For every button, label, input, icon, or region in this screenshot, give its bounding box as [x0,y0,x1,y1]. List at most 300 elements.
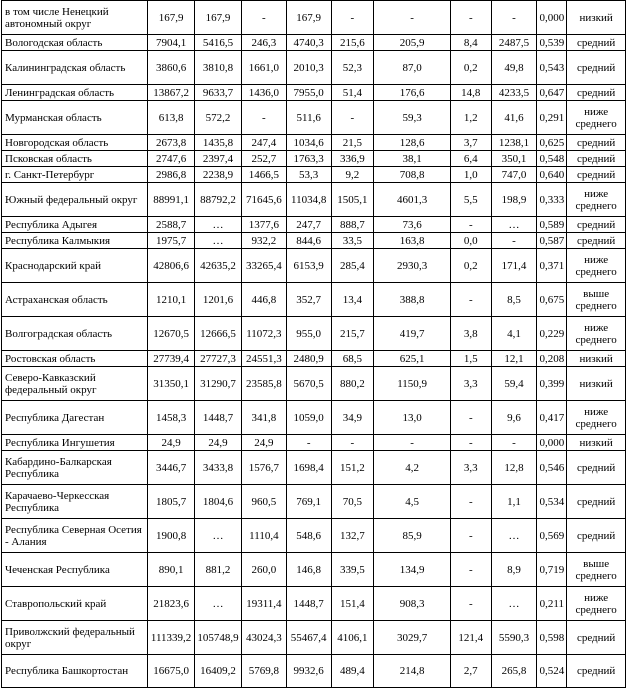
value-col-7: 0,0 [451,233,492,249]
value-col-3: 11072,3 [241,317,286,351]
level-label: средний [567,51,626,85]
value-col-5: - [331,101,374,135]
index-value: 0,589 [537,217,567,233]
value-col-5: 215,6 [331,35,374,51]
table-row [2,655,626,688]
value-col-1: 2986,8 [148,167,195,183]
value-col-4: 247,7 [286,217,331,233]
value-col-1: 1458,3 [148,401,195,435]
level-label: ниже среднего [567,587,626,621]
value-col-3: 1436,0 [241,85,286,101]
value-col-6: 85,9 [374,519,451,553]
index-value: 0,543 [537,51,567,85]
value-col-8: 41,6 [491,101,537,135]
value-col-4: 11034,8 [286,183,331,217]
value-col-8: 171,4 [491,249,537,283]
value-col-1: 31350,1 [148,367,195,401]
value-col-8: 8,9 [491,553,537,587]
value-col-1: 1805,7 [148,485,195,519]
value-col-6: 128,6 [374,135,451,151]
value-col-8: 1238,1 [491,135,537,151]
value-col-7: - [451,217,492,233]
value-col-3: 1661,0 [241,51,286,85]
value-col-5: 9,2 [331,167,374,183]
value-col-1: 13867,2 [148,85,195,101]
value-col-6: 708,8 [374,167,451,183]
value-col-4: 352,7 [286,283,331,317]
value-col-6: 4,2 [374,451,451,485]
value-col-1: 42806,6 [148,249,195,283]
value-col-2: 16409,2 [195,655,242,688]
value-col-2: … [195,217,242,233]
value-col-8: 49,8 [491,51,537,85]
region-name: Карачаево-Черкесская Республика [2,485,148,519]
region-name: Республика Калмыкия [2,233,148,249]
value-col-5: 336,9 [331,151,374,167]
value-col-4: 548,6 [286,519,331,553]
value-col-4: 1059,0 [286,401,331,435]
index-value: 0,000 [537,1,567,35]
value-col-7: - [451,401,492,435]
value-col-6: 73,6 [374,217,451,233]
value-col-5: 888,7 [331,217,374,233]
level-label: средний [567,85,626,101]
value-col-4: 511,6 [286,101,331,135]
value-col-6: 1150,9 [374,367,451,401]
value-col-4: 7955,0 [286,85,331,101]
value-col-8: 4233,5 [491,85,537,101]
value-col-1: 21823,6 [148,587,195,621]
region-name: Республика Дагестан [2,401,148,435]
index-value: 0,417 [537,401,567,435]
value-col-1: 27739,4 [148,351,195,367]
value-col-6: 388,8 [374,283,451,317]
value-col-7: 0,2 [451,249,492,283]
index-value: 0,598 [537,621,567,655]
region-name: Приволжский федеральный округ [2,621,148,655]
value-col-3: 960,5 [241,485,286,519]
value-col-5: 151,2 [331,451,374,485]
region-name: Мурманская область [2,101,148,135]
table-row [2,283,626,317]
value-col-3: 1110,4 [241,519,286,553]
table-row [2,587,626,621]
value-col-5: 1505,1 [331,183,374,217]
value-col-8: 12,8 [491,451,537,485]
value-col-2: 12666,5 [195,317,242,351]
value-col-5: - [331,1,374,35]
table-row [2,435,626,451]
table-body [2,1,626,688]
value-col-6: 908,3 [374,587,451,621]
table-row [2,317,626,351]
value-col-1: 88991,1 [148,183,195,217]
value-col-3: 932,2 [241,233,286,249]
value-col-6: 87,0 [374,51,451,85]
value-col-2: 1804,6 [195,485,242,519]
value-col-5: 51,4 [331,85,374,101]
region-name: Калининградская область [2,51,148,85]
value-col-1: 1900,8 [148,519,195,553]
value-col-7: - [451,587,492,621]
value-col-6: 205,9 [374,35,451,51]
region-name: Краснодарский край [2,249,148,283]
value-col-2: 1201,6 [195,283,242,317]
value-col-5: 880,2 [331,367,374,401]
value-col-7: 121,4 [451,621,492,655]
level-label: ниже среднего [567,401,626,435]
region-name: Астраханская область [2,283,148,317]
table-row [2,1,626,35]
value-col-7: 6,4 [451,151,492,167]
value-col-7: 1,0 [451,167,492,183]
level-label: средний [567,451,626,485]
value-col-3: 446,8 [241,283,286,317]
value-col-4: 1763,3 [286,151,331,167]
value-col-4: 6153,9 [286,249,331,283]
value-col-7: 2,7 [451,655,492,688]
region-name: Волгоградская область [2,317,148,351]
value-col-2: 42635,2 [195,249,242,283]
index-value: 0,640 [537,167,567,183]
index-value: 0,675 [537,283,567,317]
value-col-6: 214,8 [374,655,451,688]
index-value: 0,399 [537,367,567,401]
value-col-6: 419,7 [374,317,451,351]
value-col-8: … [491,519,537,553]
value-col-3: 5769,8 [241,655,286,688]
table-row [2,367,626,401]
level-label: ниже среднего [567,249,626,283]
value-col-7: 5,5 [451,183,492,217]
value-col-5: 4106,1 [331,621,374,655]
region-name: Псковская область [2,151,148,167]
value-col-4: 844,6 [286,233,331,249]
value-col-8: - [491,1,537,35]
value-col-1: 3860,6 [148,51,195,85]
value-col-4: 1448,7 [286,587,331,621]
value-col-3: 252,7 [241,151,286,167]
value-col-4: 1698,4 [286,451,331,485]
value-col-2: … [195,233,242,249]
value-col-4: 5670,5 [286,367,331,401]
value-col-2: 881,2 [195,553,242,587]
value-col-5: 285,4 [331,249,374,283]
value-col-7: 1,5 [451,351,492,367]
level-label: низкий [567,1,626,35]
level-label: выше среднего [567,283,626,317]
index-value: 0,587 [537,233,567,249]
level-label: средний [567,35,626,51]
level-label: низкий [567,351,626,367]
value-col-2: 2397,4 [195,151,242,167]
value-col-7: - [451,435,492,451]
value-col-6: 176,6 [374,85,451,101]
index-value: 0,211 [537,587,567,621]
region-name: в том числе Ненецкий автономный округ [2,1,148,35]
value-col-2: 167,9 [195,1,242,35]
value-col-2: 1448,7 [195,401,242,435]
value-col-5: 132,7 [331,519,374,553]
value-col-4: 2480,9 [286,351,331,367]
value-col-5: 13,4 [331,283,374,317]
value-col-8: 12,1 [491,351,537,367]
index-value: 0,548 [537,151,567,167]
region-name: Северо-Кавказский федеральный округ [2,367,148,401]
region-name: Республика Адыгея [2,217,148,233]
value-col-3: 24,9 [241,435,286,451]
value-col-4: 146,8 [286,553,331,587]
table-row [2,135,626,151]
regional-data-table [1,0,626,688]
table-row [2,101,626,135]
value-col-3: 1576,7 [241,451,286,485]
value-col-6: 3029,7 [374,621,451,655]
level-label: средний [567,655,626,688]
value-col-1: 1210,1 [148,283,195,317]
level-label: выше среднего [567,553,626,587]
value-col-2: 3810,8 [195,51,242,85]
table-row [2,401,626,435]
value-col-6: 59,3 [374,101,451,135]
table-row [2,51,626,85]
value-col-4: 53,3 [286,167,331,183]
value-col-7: 0,2 [451,51,492,85]
region-name: Республика Северная Осетия - Алания [2,519,148,553]
region-name: Вологодская область [2,35,148,51]
value-col-4: 769,1 [286,485,331,519]
value-col-8: 198,9 [491,183,537,217]
index-value: 0,539 [537,35,567,51]
value-col-6: - [374,1,451,35]
value-col-6: 4601,3 [374,183,451,217]
table-row [2,451,626,485]
value-col-2: 5416,5 [195,35,242,51]
region-name: Республика Башкортостан [2,655,148,688]
value-col-7: 14,8 [451,85,492,101]
value-col-6: - [374,435,451,451]
value-col-8: 4,1 [491,317,537,351]
table-row [2,167,626,183]
region-name: Кабардино-Балкарская Республика [2,451,148,485]
value-col-6: 625,1 [374,351,451,367]
value-col-3: - [241,101,286,135]
region-name: Ростовская область [2,351,148,367]
index-value: 0,229 [537,317,567,351]
value-col-3: 341,8 [241,401,286,435]
value-col-6: 2930,3 [374,249,451,283]
level-label: средний [567,135,626,151]
value-col-5: 68,5 [331,351,374,367]
value-col-1: 167,9 [148,1,195,35]
value-col-4: 4740,3 [286,35,331,51]
index-value: 0,534 [537,485,567,519]
value-col-4: 1034,6 [286,135,331,151]
value-col-2: 1435,8 [195,135,242,151]
value-col-3: 23585,8 [241,367,286,401]
value-col-1: 2673,8 [148,135,195,151]
index-value: 0,647 [537,85,567,101]
region-name: г. Санкт-Петербург [2,167,148,183]
level-label: низкий [567,367,626,401]
value-col-3: 1377,6 [241,217,286,233]
value-col-4: 55467,4 [286,621,331,655]
level-label: ниже среднего [567,183,626,217]
value-col-1: 1975,7 [148,233,195,249]
value-col-8: … [491,217,537,233]
table-row [2,485,626,519]
region-name: Республика Ингушетия [2,435,148,451]
value-col-5: 34,9 [331,401,374,435]
index-value: 0,371 [537,249,567,283]
value-col-8: 8,5 [491,283,537,317]
value-col-2: 24,9 [195,435,242,451]
value-col-2: … [195,519,242,553]
value-col-2: 572,2 [195,101,242,135]
level-label: средний [567,151,626,167]
value-col-8: 265,8 [491,655,537,688]
value-col-7: - [451,1,492,35]
value-col-7: - [451,485,492,519]
value-col-1: 2747,6 [148,151,195,167]
value-col-4: 9932,6 [286,655,331,688]
value-col-1: 24,9 [148,435,195,451]
table-row [2,553,626,587]
value-col-7: 3,7 [451,135,492,151]
value-col-1: 3446,7 [148,451,195,485]
index-value: 0,524 [537,655,567,688]
table-row [2,35,626,51]
value-col-4: - [286,435,331,451]
value-col-8: 59,4 [491,367,537,401]
value-col-1: 7904,1 [148,35,195,51]
value-col-6: 38,1 [374,151,451,167]
table-row [2,217,626,233]
value-col-3: 43024,3 [241,621,286,655]
table-row [2,151,626,167]
table-row [2,519,626,553]
index-value: 0,291 [537,101,567,135]
value-col-5: 339,5 [331,553,374,587]
level-label: ниже среднего [567,101,626,135]
value-col-1: 16675,0 [148,655,195,688]
index-value: 0,333 [537,183,567,217]
index-value: 0,625 [537,135,567,151]
value-col-7: 1,2 [451,101,492,135]
region-name: Ленинградская область [2,85,148,101]
level-label: средний [567,167,626,183]
value-col-2: 9633,7 [195,85,242,101]
value-col-3: 19311,4 [241,587,286,621]
value-col-3: 247,4 [241,135,286,151]
value-col-2: 88792,2 [195,183,242,217]
region-name: Новгородская область [2,135,148,151]
value-col-5: 52,3 [331,51,374,85]
value-col-3: 24551,3 [241,351,286,367]
value-col-2: 2238,9 [195,167,242,183]
level-label: низкий [567,435,626,451]
region-name: Ставропольский край [2,587,148,621]
value-col-1: 2588,7 [148,217,195,233]
region-name: Чеченская Республика [2,553,148,587]
value-col-5: - [331,435,374,451]
value-col-3: 246,3 [241,35,286,51]
value-col-8: 9,6 [491,401,537,435]
value-col-5: 489,4 [331,655,374,688]
value-col-2: 3433,8 [195,451,242,485]
value-col-3: 1466,5 [241,167,286,183]
region-name: Южный федеральный округ [2,183,148,217]
value-col-8: 2487,5 [491,35,537,51]
value-col-8: 350,1 [491,151,537,167]
value-col-7: - [451,283,492,317]
value-col-8: 5590,3 [491,621,537,655]
table-row [2,621,626,655]
value-col-5: 21,5 [331,135,374,151]
value-col-2: 105748,9 [195,621,242,655]
index-value: 0,719 [537,553,567,587]
level-label: средний [567,217,626,233]
value-col-1: 890,1 [148,553,195,587]
index-value: 0,546 [537,451,567,485]
index-value: 0,000 [537,435,567,451]
value-col-2: … [195,587,242,621]
level-label: средний [567,621,626,655]
value-col-5: 151,4 [331,587,374,621]
value-col-3: - [241,1,286,35]
table-row [2,85,626,101]
value-col-6: 134,9 [374,553,451,587]
value-col-8: … [491,587,537,621]
value-col-6: 13,0 [374,401,451,435]
value-col-3: 71645,6 [241,183,286,217]
table-row [2,351,626,367]
value-col-5: 33,5 [331,233,374,249]
value-col-5: 70,5 [331,485,374,519]
value-col-1: 111339,2 [148,621,195,655]
level-label: средний [567,485,626,519]
value-col-4: 2010,3 [286,51,331,85]
level-label: ниже среднего [567,317,626,351]
level-label: средний [567,233,626,249]
index-value: 0,569 [537,519,567,553]
value-col-6: 163,8 [374,233,451,249]
value-col-7: - [451,553,492,587]
value-col-8: - [491,233,537,249]
value-col-5: 215,7 [331,317,374,351]
value-col-7: 3,3 [451,451,492,485]
value-col-3: 33265,4 [241,249,286,283]
value-col-8: - [491,435,537,451]
value-col-1: 12670,5 [148,317,195,351]
value-col-8: 747,0 [491,167,537,183]
value-col-2: 27727,3 [195,351,242,367]
value-col-7: 3,3 [451,367,492,401]
value-col-7: 8,4 [451,35,492,51]
index-value: 0,208 [537,351,567,367]
table-row [2,183,626,217]
value-col-6: 4,5 [374,485,451,519]
value-col-2: 31290,7 [195,367,242,401]
value-col-3: 260,0 [241,553,286,587]
value-col-1: 613,8 [148,101,195,135]
value-col-8: 1,1 [491,485,537,519]
table-row [2,249,626,283]
value-col-4: 955,0 [286,317,331,351]
level-label: средний [567,519,626,553]
value-col-4: 167,9 [286,1,331,35]
value-col-7: 3,8 [451,317,492,351]
